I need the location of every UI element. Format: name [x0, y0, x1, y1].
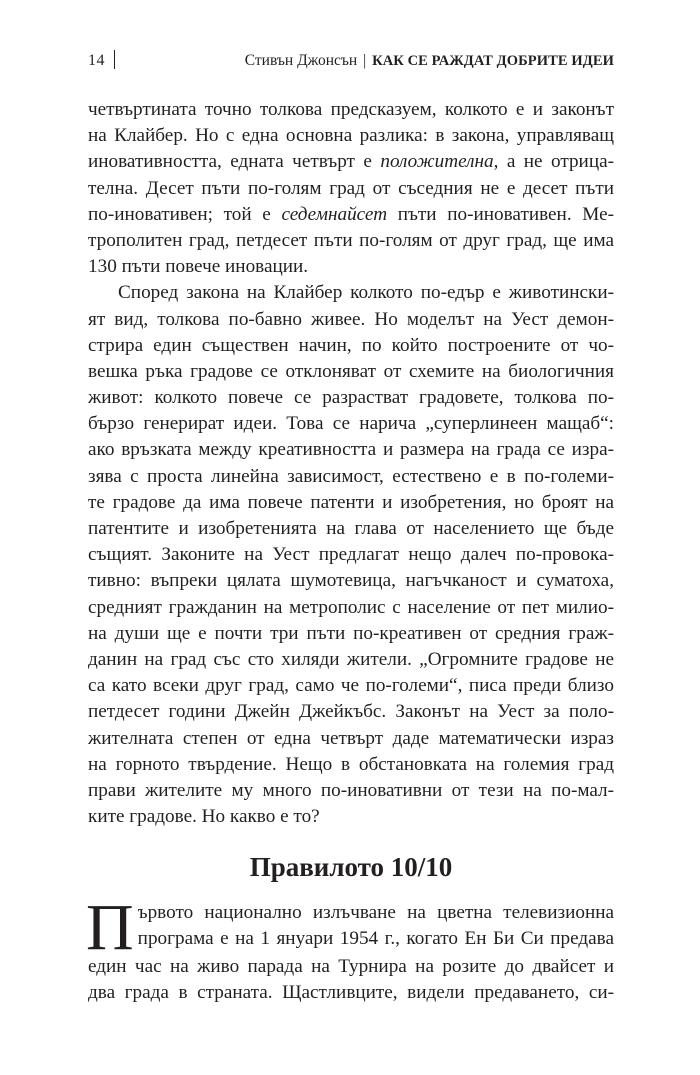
- text-line: средният гражданин на метрополис с население от пет милио-: [88, 596, 614, 618]
- book-title: КАК СЕ РАЖДАТ ДОБРИТЕ ИДЕИ: [372, 53, 614, 69]
- text-line: тивно: въпреки цялата шумотевица, нагъчканост и суматоха,: [88, 570, 614, 592]
- text-line: ките градове. Но какво е то?: [88, 806, 320, 828]
- text-line: два града в страната. Щастливците, видели предаването, си-: [88, 982, 614, 1004]
- text-line: патентите и изобретенията на глава от населението ще бъде: [88, 518, 614, 539]
- text-run: пъти по-иновативен. Ме-: [387, 203, 615, 225]
- header-separator: |: [363, 52, 367, 69]
- text-line: петдесет години Джейн Джейкъбс. Законът на Уест за поло-: [88, 701, 614, 723]
- text-line: бързо генерират идеи. Това се нарича „суперлинеен мащаб“:: [88, 413, 614, 435]
- text-line: Според закона на Клайбер колкото по-едър е животински-: [118, 282, 614, 304]
- text-run: иновативността, едната четвърт е: [88, 151, 381, 173]
- text-line: на души ще е почти три пъти по-креативен от средния граж-: [88, 622, 614, 644]
- paragraph-2: [88, 280, 614, 830]
- author-name: Стивън Джонсън: [244, 52, 358, 69]
- text-line: живот: колкото повече се разрастват градовете, толкова по-: [88, 387, 614, 409]
- text-line: вешка ръка градове се отклоняват от схемите на биологичния: [88, 360, 614, 382]
- header-divider: [114, 50, 115, 69]
- text-line: ако връзката между креативността и размера на града се изра-: [88, 439, 614, 461]
- emphasis-text: седемнайсет: [281, 203, 388, 225]
- text-line: жителната степен от една четвърт даде математически израз: [88, 727, 614, 749]
- text-line: зява с проста линейна зависимост, естествено е в по-големи-: [88, 465, 614, 487]
- text-line: програма е на 1 януари 1954 г., когато Ен Би Си предава: [137, 928, 614, 950]
- page-number: 14: [88, 52, 105, 69]
- paragraph-1: [88, 97, 614, 280]
- text-line: един час на живо парада на Турнира на розите до двайсет и: [88, 956, 614, 977]
- body-text: [88, 97, 614, 830]
- section-heading: Правилото 10/10: [249, 852, 453, 882]
- drop-cap: П: [86, 891, 134, 964]
- text-line: същият. Законите на Уест предлагат нещо далеч по-провока-: [88, 544, 614, 566]
- text-line: [88, 202, 614, 228]
- text-line: трополитен град, петдесет пъти по-голям от друг град, ще има: [88, 229, 614, 251]
- running-head: [245, 52, 614, 70]
- running-header: [88, 50, 614, 72]
- section-body: [86, 891, 614, 1006]
- text-line: 130 пъти повече иновации.: [88, 256, 309, 278]
- text-line: четвъртината точно толкова предсказуем, колкото е и законът: [88, 99, 614, 120]
- text-line: ървото национално излъчване на цветна телевизионна: [137, 902, 614, 923]
- text-line: ят вид, толкова по-бавно живее. Но моделът на Уест демон-: [88, 308, 614, 330]
- text-line: стрира един съществен начин, по който построените от чо-: [88, 334, 614, 356]
- text-line: [88, 149, 614, 175]
- text-line: данин на град със сто хиляди жители. „Огромните градове не: [88, 648, 614, 670]
- text-run: , а не отрица-: [493, 151, 614, 173]
- emphasis-text: положителна: [380, 151, 494, 173]
- text-line: те градове да има повече патенти и изобретения, но броят на: [88, 491, 614, 513]
- text-line: на Клайбер. Но с една основна разлика: в закона, управляващ: [88, 125, 614, 147]
- text-line: телна. Десет пъти по-голям град от съседния не е десет пъти: [88, 177, 614, 199]
- text-run: по-иновативен; той е: [88, 203, 282, 225]
- text-line: на горното твърдение. Нещо в обстановката на големия град: [88, 753, 614, 775]
- text-line: прави жителите му много по-иновативни от тези на по-мал-: [88, 779, 614, 801]
- text-line: са като всеки друг град, само че по-големи“, писа преди близо: [88, 675, 614, 697]
